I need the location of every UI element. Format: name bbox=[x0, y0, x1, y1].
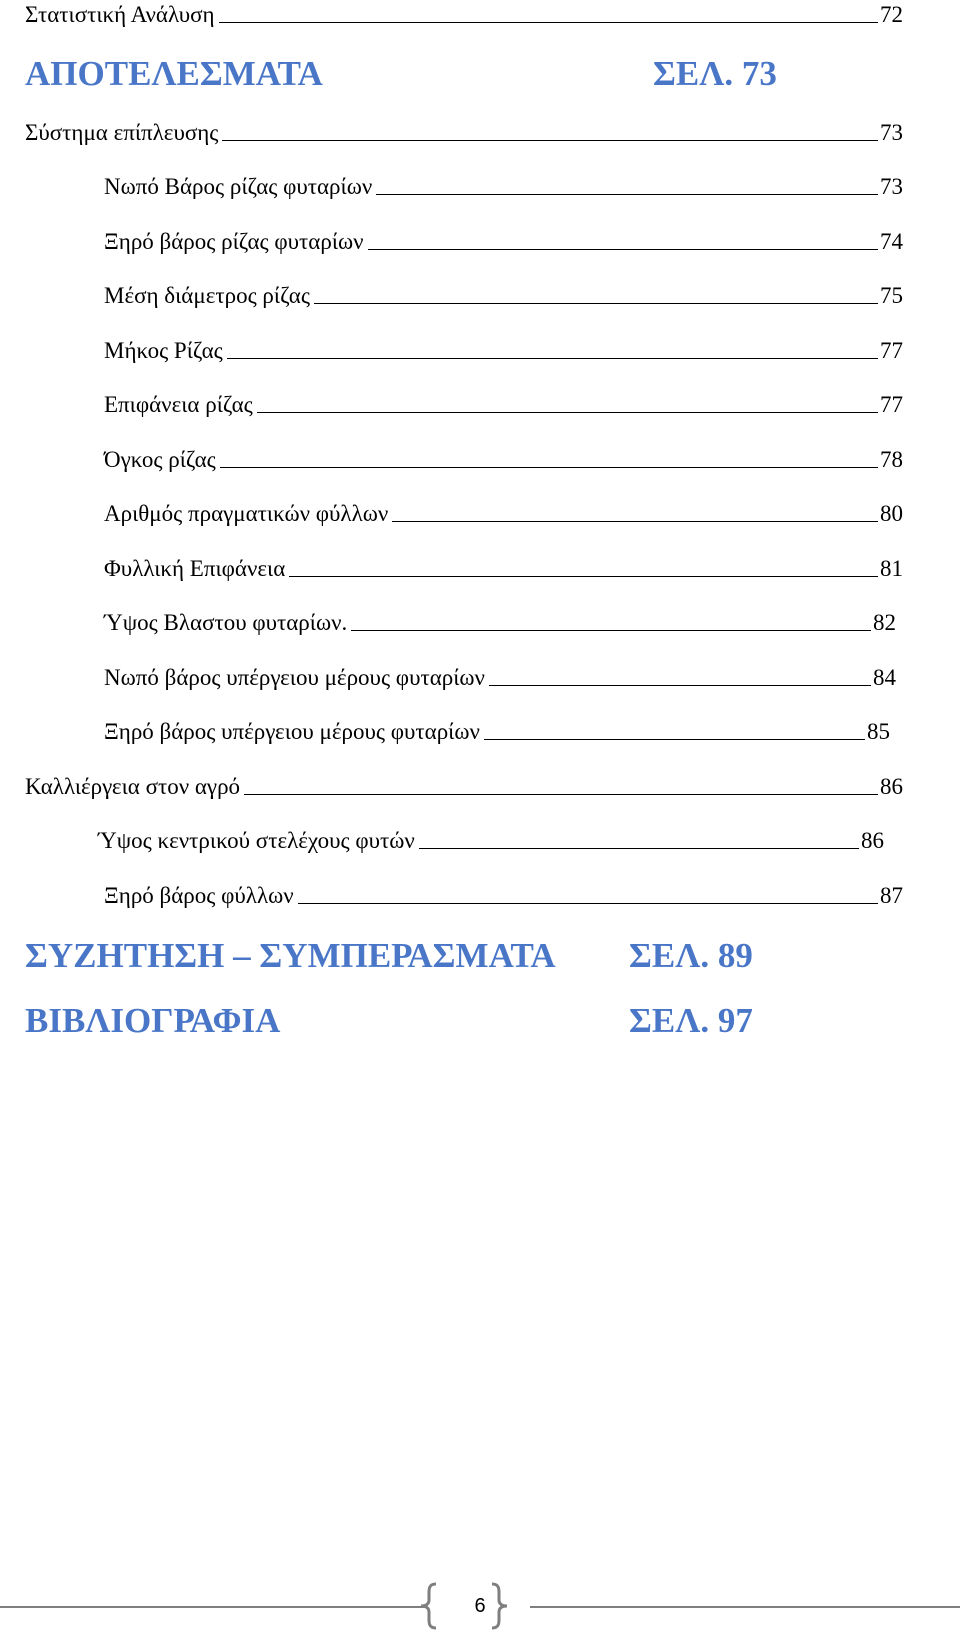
toc-entry-label: Ξηρό βάρος φύλλων bbox=[104, 883, 294, 908]
toc-leader-line bbox=[219, 21, 878, 23]
toc-entry-label: Νωπό Βάρος ρίζας φυταρίων bbox=[104, 174, 373, 199]
toc-heading-bibliography[interactable] bbox=[25, 1001, 753, 1041]
toc-entry-field-cultivation[interactable] bbox=[25, 774, 903, 800]
footer-rule-left bbox=[0, 1606, 426, 1608]
toc-entry-page: 72 bbox=[880, 2, 903, 27]
toc-leader-line bbox=[351, 629, 871, 631]
toc-leader-line bbox=[222, 139, 878, 141]
toc-entry-page: 77 bbox=[880, 338, 903, 363]
toc-leader-line bbox=[220, 466, 878, 468]
left-brace-icon bbox=[418, 1582, 440, 1630]
toc-entry-page: 81 bbox=[880, 556, 903, 581]
toc-leader-line bbox=[257, 411, 878, 413]
toc-heading-page: ΣΕΛ. 89 bbox=[629, 936, 753, 975]
toc-entry-true-leaves[interactable] bbox=[104, 501, 903, 527]
toc-entry-label: Σύστημα επίπλευσης bbox=[25, 120, 219, 145]
toc-leader-line bbox=[368, 248, 878, 250]
toc-leader-line bbox=[419, 847, 859, 849]
page-footer bbox=[0, 1582, 960, 1634]
toc-entry-label: Ύψος κεντρικού στελέχους φυτών bbox=[98, 828, 415, 853]
toc-entry-label: Νωπό βάρος υπέργειου μέρους φυταρίων bbox=[104, 665, 485, 690]
toc-entry-root-surface[interactable] bbox=[104, 392, 903, 418]
toc-heading-page: ΣΕΛ. 97 bbox=[629, 1001, 753, 1040]
footer-rule-right bbox=[530, 1606, 960, 1608]
toc-entry-dry-leaf-weight[interactable] bbox=[104, 883, 903, 909]
toc-heading-title: ΒΙΒΛΙΟΓΡΑΦΙΑ bbox=[25, 1001, 281, 1040]
toc-entry-flotation-system[interactable] bbox=[25, 120, 903, 146]
toc-entry-label: Αριθμός πραγματικών φύλλων bbox=[104, 501, 389, 526]
toc-entry-label: Επιφάνεια ρίζας bbox=[104, 392, 253, 417]
toc-entry-page: 77 bbox=[880, 392, 903, 417]
toc-leader-line bbox=[376, 193, 878, 195]
toc-heading-title: ΑΠΟΤΕΛΕΣΜΑΤΑ bbox=[25, 54, 323, 93]
toc-leader-line bbox=[392, 520, 878, 522]
toc-leader-line bbox=[484, 738, 865, 740]
toc-entry-root-volume[interactable] bbox=[104, 447, 903, 473]
toc-entry-root-diameter[interactable] bbox=[104, 283, 903, 309]
toc-leader-line bbox=[227, 357, 878, 359]
toc-entry-label: Ξηρό βάρος ρίζας φυταρίων bbox=[104, 229, 364, 254]
page-number: 6 bbox=[474, 1595, 486, 1617]
toc-leader-line bbox=[244, 793, 878, 795]
toc-heading-page: ΣΕΛ. 73 bbox=[653, 54, 777, 93]
toc-entry-dry-root-weight[interactable] bbox=[104, 229, 903, 255]
toc-leader-line bbox=[298, 902, 878, 904]
toc-entry-root-length[interactable] bbox=[104, 338, 903, 364]
toc-entry-page: 75 bbox=[880, 283, 903, 308]
toc-entry-label: Όγκος ρίζας bbox=[104, 447, 216, 472]
toc-heading-discussion[interactable] bbox=[25, 936, 753, 976]
toc-heading-results[interactable] bbox=[25, 54, 777, 94]
toc-entry-page: 87 bbox=[880, 883, 903, 908]
toc-leader-line bbox=[489, 684, 871, 686]
toc-entry-page: 86 bbox=[861, 828, 884, 853]
toc-entry-page: 86 bbox=[880, 774, 903, 799]
toc-leader-line bbox=[289, 575, 878, 577]
toc-entry-label: Ύψος Βλαστου φυταρίων. bbox=[104, 610, 348, 635]
toc-entry-main-stem-height[interactable] bbox=[98, 828, 884, 854]
toc-entry-shoot-height[interactable] bbox=[104, 610, 896, 636]
toc-entry-fresh-shoot-weight[interactable] bbox=[104, 665, 896, 691]
toc-entry-label: Καλλιέργεια στον αγρό bbox=[25, 774, 241, 799]
toc-entry-label: Μήκος Ρίζας bbox=[104, 338, 223, 363]
toc-entry-statistical-analysis[interactable] bbox=[25, 2, 903, 28]
toc-entry-page: 73 bbox=[880, 120, 903, 145]
toc-entry-page: 85 bbox=[867, 719, 890, 744]
toc-entry-page: 78 bbox=[880, 447, 903, 472]
toc-entry-page: 80 bbox=[880, 501, 903, 526]
toc-entry-label: Μέση διάμετρος ρίζας bbox=[104, 283, 310, 308]
toc-entry-page: 84 bbox=[873, 665, 896, 690]
toc-entry-label: Στατιστική Ανάλυση bbox=[25, 2, 215, 27]
toc-entry-label: Φυλλική Επιφάνεια bbox=[104, 556, 286, 581]
toc-heading-title: ΣΥΖΗΤΗΣΗ – ΣΥΜΠΕΡΑΣΜΑΤΑ bbox=[25, 936, 556, 975]
toc-entry-page: 74 bbox=[880, 229, 903, 254]
toc-entry-dry-shoot-weight[interactable] bbox=[104, 719, 890, 745]
toc-leader-line bbox=[314, 302, 878, 304]
toc-entry-fresh-root-weight[interactable] bbox=[104, 174, 903, 200]
toc-entry-label: Ξηρό βάρος υπέργειου μέρους φυταρίων bbox=[104, 719, 480, 744]
toc-entry-page: 73 bbox=[880, 174, 903, 199]
toc-entry-leaf-area[interactable] bbox=[104, 556, 903, 582]
toc-entry-page: 82 bbox=[873, 610, 896, 635]
